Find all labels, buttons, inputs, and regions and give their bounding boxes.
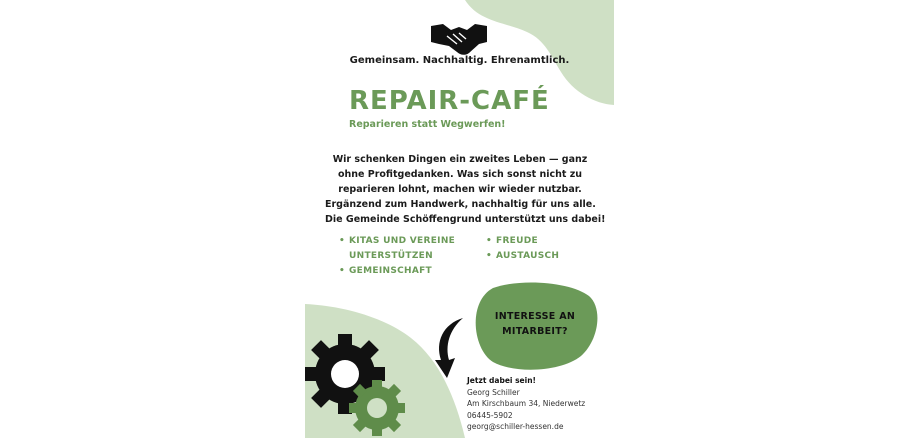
contact-name: Georg Schiller xyxy=(467,387,520,397)
flyer xyxy=(305,0,614,438)
bullet-list-left xyxy=(339,234,455,279)
list-item xyxy=(486,234,559,249)
cta-line: INTERESSE AN xyxy=(494,311,576,322)
list-item-text: GEMEINSCHAFT xyxy=(349,266,432,276)
list-item xyxy=(486,249,559,264)
page-title: REPAIR-CAFÉ xyxy=(349,86,550,116)
bullet-icon: • xyxy=(486,251,493,261)
description-line: ohne Profitgedanken. Was sich sonst nicht zu xyxy=(337,169,583,180)
curved-arrow-icon xyxy=(433,316,467,380)
description-line: Ergänzend zum Handwerk, nachhaltig für uns alle. xyxy=(325,199,596,210)
contact-heading: Jetzt dabei sein! xyxy=(467,376,536,385)
description-line: Wir schenken Dingen ein zweites Leben — ganz xyxy=(332,154,588,165)
subtitle: Reparieren statt Wegwerfen! xyxy=(349,119,506,130)
bullet-icon: • xyxy=(339,266,346,276)
bullet-icon: • xyxy=(486,236,493,246)
description-line: reparieren lohnt, machen wir wieder nutzbar. xyxy=(338,184,582,195)
contact-email[interactable]: georg@schiller-hessen.de xyxy=(467,422,564,431)
tagline: Gemeinsam. Nachhaltig. Ehrenamtlich. xyxy=(349,55,570,66)
list-item-text: FREUDE xyxy=(496,236,538,246)
description-line: Die Gemeinde Schöffengrund unterstützt uns dabei! xyxy=(325,214,606,225)
list-item-text: AUSTAUSCH xyxy=(496,251,560,261)
contact-info xyxy=(467,375,585,433)
description xyxy=(325,152,606,227)
handshake-icon xyxy=(429,22,489,56)
list-item xyxy=(339,264,455,279)
list-item-text: UNTERSTÜTZEN xyxy=(349,251,433,261)
gears-icon xyxy=(305,332,415,438)
bullet-list-right xyxy=(486,234,559,264)
cta-line: MITARBEIT? xyxy=(502,326,568,337)
contact-address: Am Kirschbaum 34, Niederwetz xyxy=(467,399,586,408)
list-item xyxy=(339,234,455,264)
list-item-text: KITAS UND VEREINE xyxy=(349,236,456,246)
cta-text xyxy=(481,309,589,339)
bullet-icon: • xyxy=(339,236,346,246)
contact-phone[interactable]: 06445-5902 xyxy=(467,410,513,420)
